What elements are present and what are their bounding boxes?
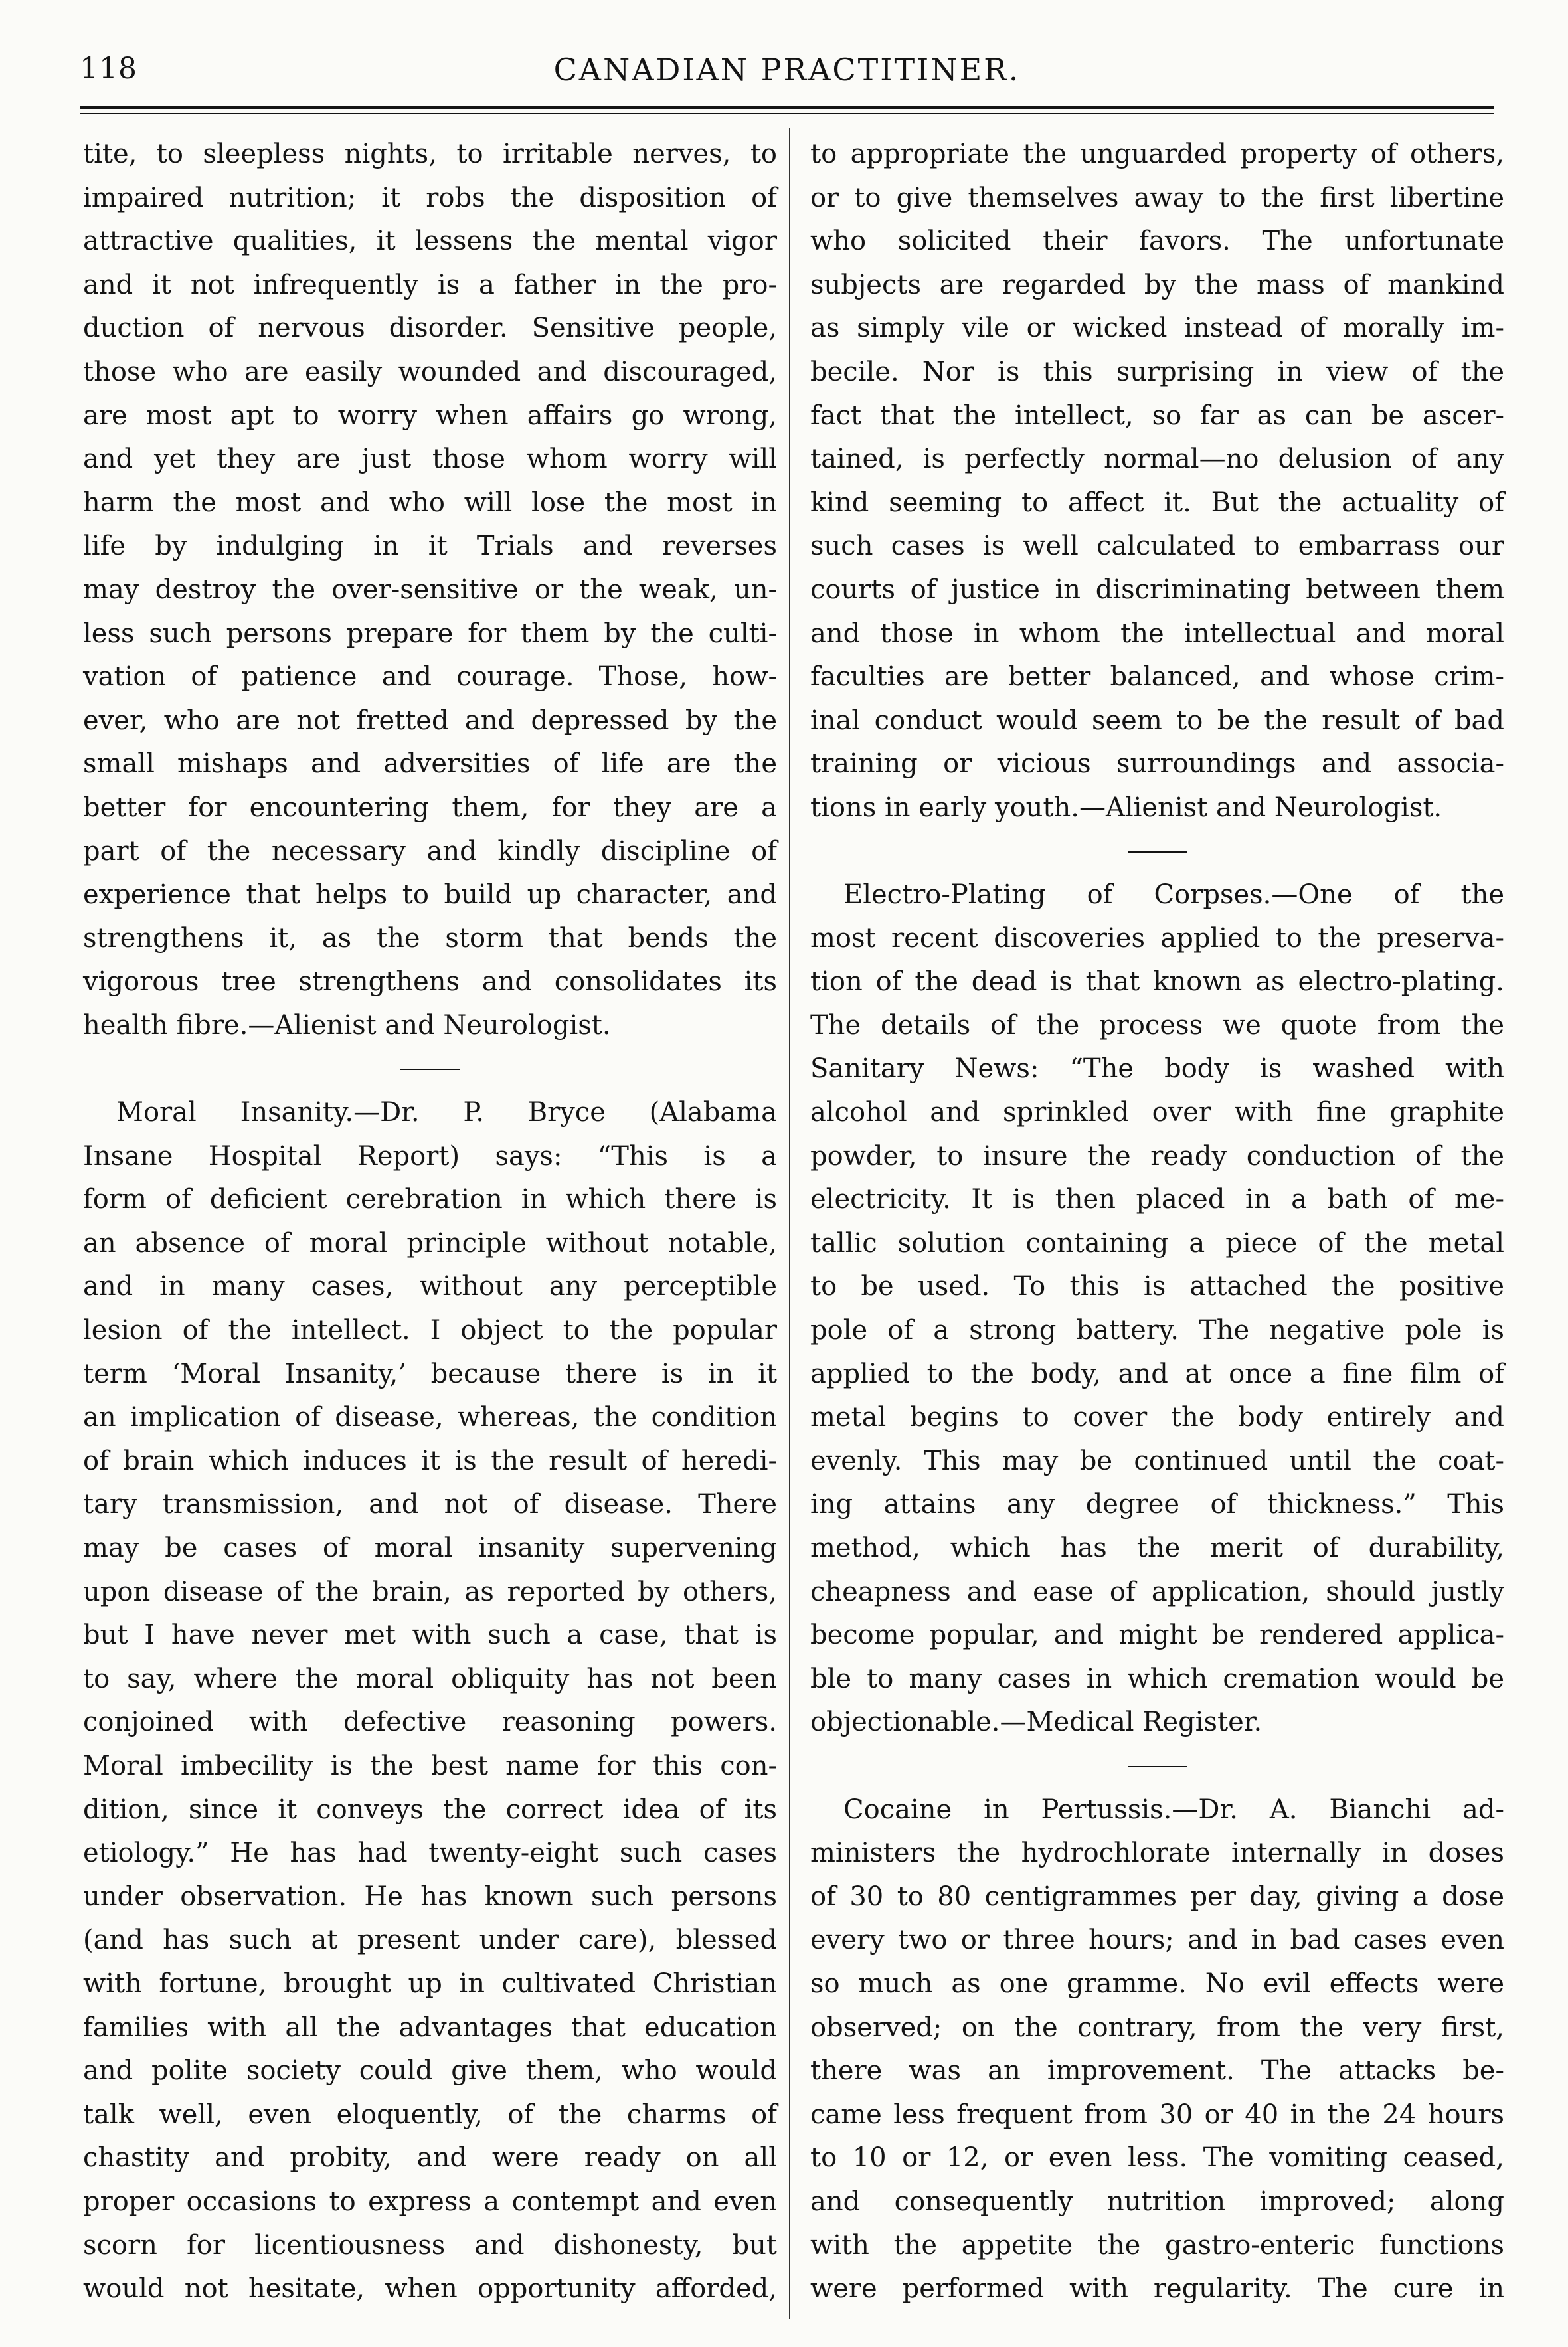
text-line: so much as one gramme. No evil effects were: [810, 1968, 1504, 1999]
text-line: there was an improvement. The attacks be-: [810, 2055, 1504, 2087]
text-line: an absence of moral principle without notable,: [83, 1227, 777, 1259]
text-line: applied to the body, and at once a fine film of: [810, 1358, 1504, 1389]
text-line: families with all the advantages that education: [83, 2012, 777, 2043]
text-line: evenly. This may be continued until the coat-: [810, 1445, 1504, 1476]
text-line: of brain which induces it is the result of heredi-: [83, 1445, 777, 1476]
text-line: dition, since it conveys the correct idea of its: [83, 1794, 777, 1825]
text-line: vation of patience and courage. Those, how-: [83, 661, 777, 693]
text-line: but I have never met with such a case, that is: [83, 1620, 777, 1651]
left-column: [83, 133, 777, 2311]
text-line: talk well, even eloquently, of the charms of: [83, 2099, 777, 2130]
text-line: tite, to sleepless nights, to irritable nerves, to: [83, 139, 777, 169]
text-line: tained, is perfectly normal—no delusion of any: [810, 444, 1504, 475]
text-line: powder, to insure the ready conduction of the: [810, 1140, 1504, 1172]
text-line: faculties are better balanced, and whose crim-: [810, 661, 1504, 693]
text-line: metal begins to cover the body entirely and: [810, 1402, 1504, 1433]
header-rule-thin: [80, 113, 1494, 114]
text-line: upon disease of the brain, as reported by others,: [83, 1576, 777, 1607]
text-line: with the appetite the gastro-enteric functions: [810, 2229, 1504, 2261]
text-line: came less frequent from 30 or 40 in the 24 hours: [810, 2099, 1504, 2130]
text-line: duction of nervous disorder. Sensitive people,: [83, 313, 777, 344]
text-line: pole of a strong battery. The negative pole is: [810, 1315, 1504, 1346]
section-separator: [810, 830, 1504, 874]
text-line: chastity and probity, and were ready on all: [83, 2142, 777, 2174]
text-line: conjoined with defective reasoning powers.: [83, 1707, 777, 1738]
text-line: become popular, and might be rendered applica-: [810, 1620, 1504, 1651]
text-line: form of deficient cerebration in which there is: [83, 1184, 777, 1215]
text-line: proper occasions to express a contempt and even: [83, 2186, 777, 2217]
section-heading-line: Moral Insanity.—Dr. P. Bryce (Alabama: [116, 1097, 777, 1128]
text-line: (and has such at present under care), blessed: [83, 1925, 777, 1956]
page-header: [80, 52, 1494, 105]
text-line: inal conduct would seem to be the result of bad: [810, 705, 1504, 736]
text-line: tions in early youth.—Alienist and Neurologist.: [810, 792, 1442, 823]
text-line: to be used. To this is attached the positive: [810, 1271, 1504, 1302]
text-line: tary transmission, and not of disease. There: [83, 1489, 777, 1520]
text-line: less such persons prepare for them by the culti-: [83, 618, 777, 649]
text-line: lesion of the intellect. I object to the popular: [83, 1315, 777, 1346]
section-heading-line: Electro-Plating of Corpses.—One of the: [843, 879, 1504, 911]
text-line: tallic solution containing a piece of the metal: [810, 1227, 1504, 1259]
text-line: objectionable.—Medical Register.: [810, 1707, 1263, 1738]
text-line: under observation. He has known such persons: [83, 1881, 777, 1912]
text-line: life by indulging in it Trials and reverses: [83, 531, 777, 562]
text-line: training or vicious surroundings and associa-: [810, 748, 1504, 780]
text-line: and in many cases, without any perceptible: [83, 1271, 777, 1302]
text-line: small mishaps and adversities of life are the: [83, 748, 777, 780]
text-line: health fibre.—Alienist and Neurologist.: [83, 1009, 611, 1041]
text-line: part of the necessary and kindly discipline of: [83, 835, 777, 867]
running-title: CANADIAN PRACTITINER.: [553, 52, 1021, 88]
text-line: tion of the dead is that known as electro-plating.: [810, 966, 1504, 998]
column-divider: [789, 128, 790, 2319]
text-line: or to give themselves away to the first libertine: [810, 182, 1504, 213]
text-line: etiology.” He has had twenty-eight such cases: [83, 1838, 777, 1869]
text-line: who solicited their favors. The unfortunate: [810, 226, 1504, 257]
text-line: Insane Hospital Report) says: “This is a: [83, 1140, 777, 1172]
text-line: to 10 or 12, or even less. The vomiting ceased,: [810, 2142, 1504, 2174]
text-line: with fortune, brought up in cultivated Christian: [83, 1968, 777, 1999]
text-line: of 30 to 80 centigrammes per day, giving a dose: [810, 1881, 1504, 1912]
text-line: vigorous tree strengthens and consolidates its: [83, 966, 777, 998]
text-line: ever, who are not fretted and depressed by the: [83, 705, 777, 736]
text-line: and yet they are just those whom worry will: [83, 444, 777, 475]
text-line: such cases is well calculated to embarrass our: [810, 531, 1504, 562]
text-line: every two or three hours; and in bad cases even: [810, 1925, 1504, 1956]
text-line: cheapness and ease of application, should justly: [810, 1576, 1504, 1607]
text-line: courts of justice in discriminating between them: [810, 574, 1504, 605]
section-heading-line: Cocaine in Pertussis.—Dr. A. Bianchi ad-: [843, 1794, 1504, 1825]
text-line: may destroy the over-sensitive or the weak, un-: [83, 574, 777, 605]
text-line: kind seeming to affect it. But the actuality of: [810, 487, 1504, 518]
text-line: becile. Nor is this surprising in view of the: [810, 356, 1504, 387]
text-line: to appropriate the unguarded property of others,: [810, 139, 1504, 169]
text-line: strengthens it, as the storm that bends the: [83, 922, 777, 954]
text-line: and it not infrequently is a father in the pro-: [83, 269, 777, 300]
text-line: Moral imbecility is the best name for this con-: [83, 1750, 777, 1781]
text-line: term ‘Moral Insanity,’ because there is in it: [83, 1358, 777, 1389]
text-line: subjects are regarded by the mass of mankind: [810, 269, 1504, 300]
text-line: to say, where the moral obliquity has not been: [83, 1663, 777, 1694]
text-line: would not hesitate, when opportunity afforded,: [83, 2273, 777, 2304]
text-line: better for encountering them, for they are a: [83, 792, 777, 823]
text-line: most recent discoveries applied to the preserva-: [810, 922, 1504, 954]
text-line: those who are easily wounded and discouraged,: [83, 356, 777, 387]
text-line: ministers the hydrochlorate internally in doses: [810, 1838, 1504, 1869]
text-line: and consequently nutrition improved; along: [810, 2186, 1504, 2217]
text-line: and polite society could give them, who would: [83, 2055, 777, 2087]
text-line: attractive qualities, it lessens the mental vigor: [83, 226, 777, 257]
text-line: harm the most and who will lose the most in: [83, 487, 777, 518]
section-separator: [83, 1047, 777, 1091]
header-rule: [80, 106, 1494, 109]
text-line: and those in whom the intellectual and moral: [810, 618, 1504, 649]
text-line: electricity. It is then placed in a bath of me-: [810, 1184, 1504, 1215]
text-line: may be cases of moral insanity supervening: [83, 1533, 777, 1563]
text-line: scorn for licentiousness and dishonesty, but: [83, 2229, 777, 2261]
text-line: method, which has the merit of durability,: [810, 1533, 1504, 1563]
text-line: ing attains any degree of thickness.” This: [810, 1489, 1504, 1520]
text-line: as simply vile or wicked instead of morally im-: [810, 313, 1504, 344]
text-line: Sanitary News: “The body is washed with: [810, 1053, 1504, 1085]
right-column: [810, 133, 1504, 2311]
text-line: The details of the process we quote from the: [810, 1009, 1504, 1041]
text-line: impaired nutrition; it robs the disposition of: [83, 182, 777, 213]
text-line: were performed with regularity. The cure in: [810, 2273, 1504, 2304]
page-number: 118: [80, 52, 137, 86]
text-line: observed; on the contrary, from the very first,: [810, 2012, 1504, 2043]
text-line: alcohol and sprinkled over with fine graphite: [810, 1097, 1504, 1128]
text-line: fact that the intellect, so far as can be ascer-: [810, 400, 1504, 431]
section-separator: [810, 1745, 1504, 1788]
text-line: an implication of disease, whereas, the condition: [83, 1402, 777, 1433]
text-line: ble to many cases in which cremation would be: [810, 1663, 1504, 1694]
text-line: experience that helps to build up character, and: [83, 879, 777, 911]
text-line: are most apt to worry when affairs go wrong,: [83, 400, 777, 431]
